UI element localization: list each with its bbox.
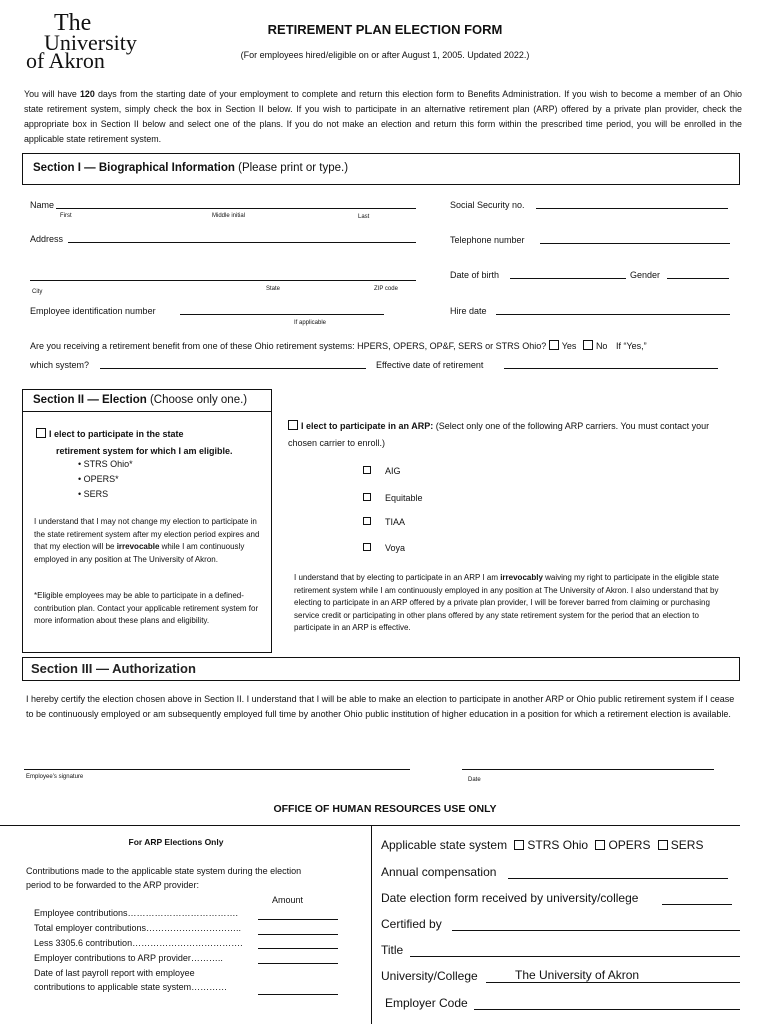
- date-label: Date: [468, 777, 481, 783]
- system-strs: • STRS Ohio*: [78, 459, 133, 469]
- form-subtitle: (For employees hired/eligible on or after August 1, 2005. Updated 2022.): [240, 50, 530, 60]
- annual-comp-field[interactable]: [508, 878, 728, 879]
- office-use-heading: OFFICE OF HUMAN RESOURCES USE ONLY: [273, 803, 497, 815]
- system-opers: • OPERS*: [78, 474, 119, 484]
- date-field[interactable]: [462, 769, 714, 770]
- state-label: State: [266, 286, 281, 292]
- intro-paragraph: You will have 120 days from the starting date of your employment to complete and return this election form to Benefits Administration. If you wish to become a member of an Ohio state retirement system, simply check the box in Section II below. If you wish to participate in an alternative retirement plan (ARP) offered by a private plan provider, check the appropriate box in Section II below and select one of the plans. If you do not make an election and return this form within the prescribed time period, you will be enrolled in the applicable state retirement system.: [24, 89, 742, 144]
- telephone-field[interactable]: [540, 243, 730, 244]
- city-state-zip-field[interactable]: [30, 280, 416, 281]
- section-3-header: [22, 657, 740, 681]
- no-label: No: [595, 341, 608, 351]
- yes-label: Yes: [561, 341, 577, 351]
- aig-checkbox[interactable]: [363, 466, 371, 474]
- effective-date-field[interactable]: [504, 368, 718, 369]
- zip-label: ZIP code: [374, 286, 398, 292]
- middle-label: Middle initial: [212, 213, 246, 219]
- ssn-label: Social Security no.: [450, 200, 525, 210]
- less-contrib-field[interactable]: [258, 948, 338, 949]
- ssn-field[interactable]: [536, 208, 728, 209]
- total-employer-field[interactable]: [258, 934, 338, 935]
- employee-contrib-label: Employee contributions……………………………….: [34, 908, 239, 918]
- employee-id-field[interactable]: [180, 314, 384, 315]
- employee-id-label: Employee identification number: [30, 306, 156, 316]
- section-1-header: Section I — Biographical Information (Please print or type.): [22, 153, 740, 185]
- arp-option: I elect to participate in an ARP: (Select only one of the following ARP carriers. You must contact your chosen carrier to enroll.): [288, 421, 710, 448]
- sers-checkbox[interactable]: [658, 840, 668, 850]
- authorization-text: I hereby certify the election chosen above in Section II. I understand that I will be able to make an election to participate in another ARP or Ohio public retirement system if I cease to be continuously employed or am subsequently employed full time by another Ohio public institution of higher education in a position for which a retirement election is available.: [26, 694, 735, 719]
- carrier-equitable[interactable]: Equitable: [363, 493, 423, 503]
- retirement-question: Are you receiving a retirement benefit from one of these Ohio retirement systems: HPERS, OPERS, OP&F, SERS or STRS Ohio? Yes No If “Yes,”: [30, 341, 647, 351]
- certified-by-label: Certified by: [381, 917, 442, 931]
- address-field[interactable]: [68, 242, 416, 243]
- university-value: The University of Akron: [515, 968, 640, 982]
- logo-line-2: University: [44, 29, 137, 55]
- hire-date-field[interactable]: [496, 314, 730, 315]
- university-label: University/College: [381, 969, 478, 983]
- less-contrib-label: Less 3305.6 contribution……………………………….: [34, 938, 243, 948]
- employee-contrib-field[interactable]: [258, 919, 338, 920]
- applicable-system-row: Applicable state system STRS Ohio OPERS SERS: [381, 838, 704, 852]
- if-applicable-label: If applicable: [294, 320, 327, 326]
- state-option: I elect to participate in the state retirement system for which I am eligible.: [36, 428, 266, 456]
- arp-checkbox[interactable]: [288, 420, 298, 430]
- carrier-tiaa[interactable]: TIAA: [363, 517, 405, 527]
- state-note: I understand that I may not change my election to participate in the state retirement system after my election period expires and that my election will be irrevocable while I am continuously employed in any position at The University of Akron.: [34, 517, 260, 564]
- office-divider: [0, 825, 740, 826]
- strs-checkbox[interactable]: [514, 840, 524, 850]
- office-column-divider: [371, 825, 372, 1024]
- tiaa-checkbox[interactable]: [363, 517, 371, 525]
- signature-label: Employee’s signature: [26, 774, 84, 780]
- employer-code-label: Employer Code: [385, 996, 468, 1010]
- employer-arp-field[interactable]: [258, 963, 338, 964]
- eligible-note: *Eligible employees may be able to participate in a defined-contribution plan. Contact your applicable retirement system for more information about these plans and eligibility.: [34, 591, 259, 625]
- carrier-voya[interactable]: Voya: [363, 543, 405, 553]
- certified-by-field[interactable]: [452, 930, 740, 931]
- carrier-aig[interactable]: AIG: [363, 466, 401, 476]
- address-label: Address: [30, 234, 64, 244]
- employer-arp-label: Employer contributions to ARP provider………..: [34, 953, 223, 963]
- title-label: Title: [381, 943, 404, 957]
- last-label: Last: [358, 214, 370, 220]
- which-system-label: which system?: [30, 360, 90, 370]
- dob-label: Date of birth: [450, 270, 500, 280]
- state-option-label: I elect to participate in the state: [49, 429, 184, 439]
- arp-elections-heading: For ARP Elections Only: [128, 837, 224, 847]
- state-system-checkbox[interactable]: [36, 428, 46, 438]
- annual-comp-label: Annual compensation: [381, 865, 497, 879]
- no-checkbox[interactable]: [583, 340, 593, 350]
- total-employer-label: Total employer contributions…………………………..: [34, 923, 242, 933]
- telephone-label: Telephone number: [450, 235, 525, 245]
- arp-note: I understand that by electing to participate in an ARP I am irrevocably waiving my right to participate in the eligible state retirement system while I am continuously employed in any position at The University of Akron. I also understand that by electing to participate in an ARP offered by a private plan provider, I will be forever barred from claiming or purchasing service credit or participating in other plans offered by any state retirement system for the period that an election to participate in an ARP is effective.: [294, 573, 719, 632]
- payroll-label-1: Date of last payroll report with employee: [34, 968, 195, 978]
- logo-line-1: The: [54, 10, 92, 36]
- payroll-label-2: contributions to applicable state system…………: [34, 982, 228, 992]
- hire-date-label: Hire date: [450, 306, 487, 316]
- which-system-field[interactable]: [100, 368, 366, 369]
- signature-field[interactable]: [24, 769, 410, 770]
- opers-checkbox[interactable]: [595, 840, 605, 850]
- yes-checkbox[interactable]: [549, 340, 559, 350]
- effective-date-label: Effective date of retirement: [376, 360, 484, 370]
- university-field[interactable]: [486, 982, 740, 983]
- name-field[interactable]: [56, 208, 416, 209]
- name-label: Name: [30, 200, 55, 210]
- system-sers: • SERS: [78, 489, 109, 499]
- first-label: First: [60, 213, 72, 219]
- gender-label: Gender: [630, 270, 661, 280]
- date-received-field[interactable]: [662, 904, 732, 905]
- employer-code-field[interactable]: [474, 1009, 740, 1010]
- logo-line-3: of Akron: [26, 47, 105, 73]
- intro-days: 120: [80, 89, 95, 99]
- section-3-title: Section III — Authorization: [31, 661, 196, 676]
- amount-label: Amount: [272, 895, 304, 905]
- form-title: RETIREMENT PLAN ELECTION FORM: [267, 22, 503, 37]
- voya-checkbox[interactable]: [363, 543, 371, 551]
- section-2-header: Section II — Election (Choose only one.): [22, 389, 272, 413]
- contrib-text: Contributions made to the applicable state system during the election period to be forwarded to the ARP provider:: [26, 866, 302, 890]
- equitable-checkbox[interactable]: [363, 493, 371, 501]
- section-1-title: Section I — Biographical Information: [33, 162, 235, 174]
- date-received-label: Date election form received by university/college: [381, 891, 639, 905]
- title-field[interactable]: [410, 956, 740, 957]
- arp-option-label: I elect to participate in an ARP:: [301, 421, 434, 431]
- section-2-title: Section II — Election: [33, 394, 147, 406]
- payroll-date-field[interactable]: [258, 994, 338, 995]
- gender-field[interactable]: [667, 278, 729, 279]
- dob-field[interactable]: [510, 278, 626, 279]
- city-label: City: [32, 289, 43, 295]
